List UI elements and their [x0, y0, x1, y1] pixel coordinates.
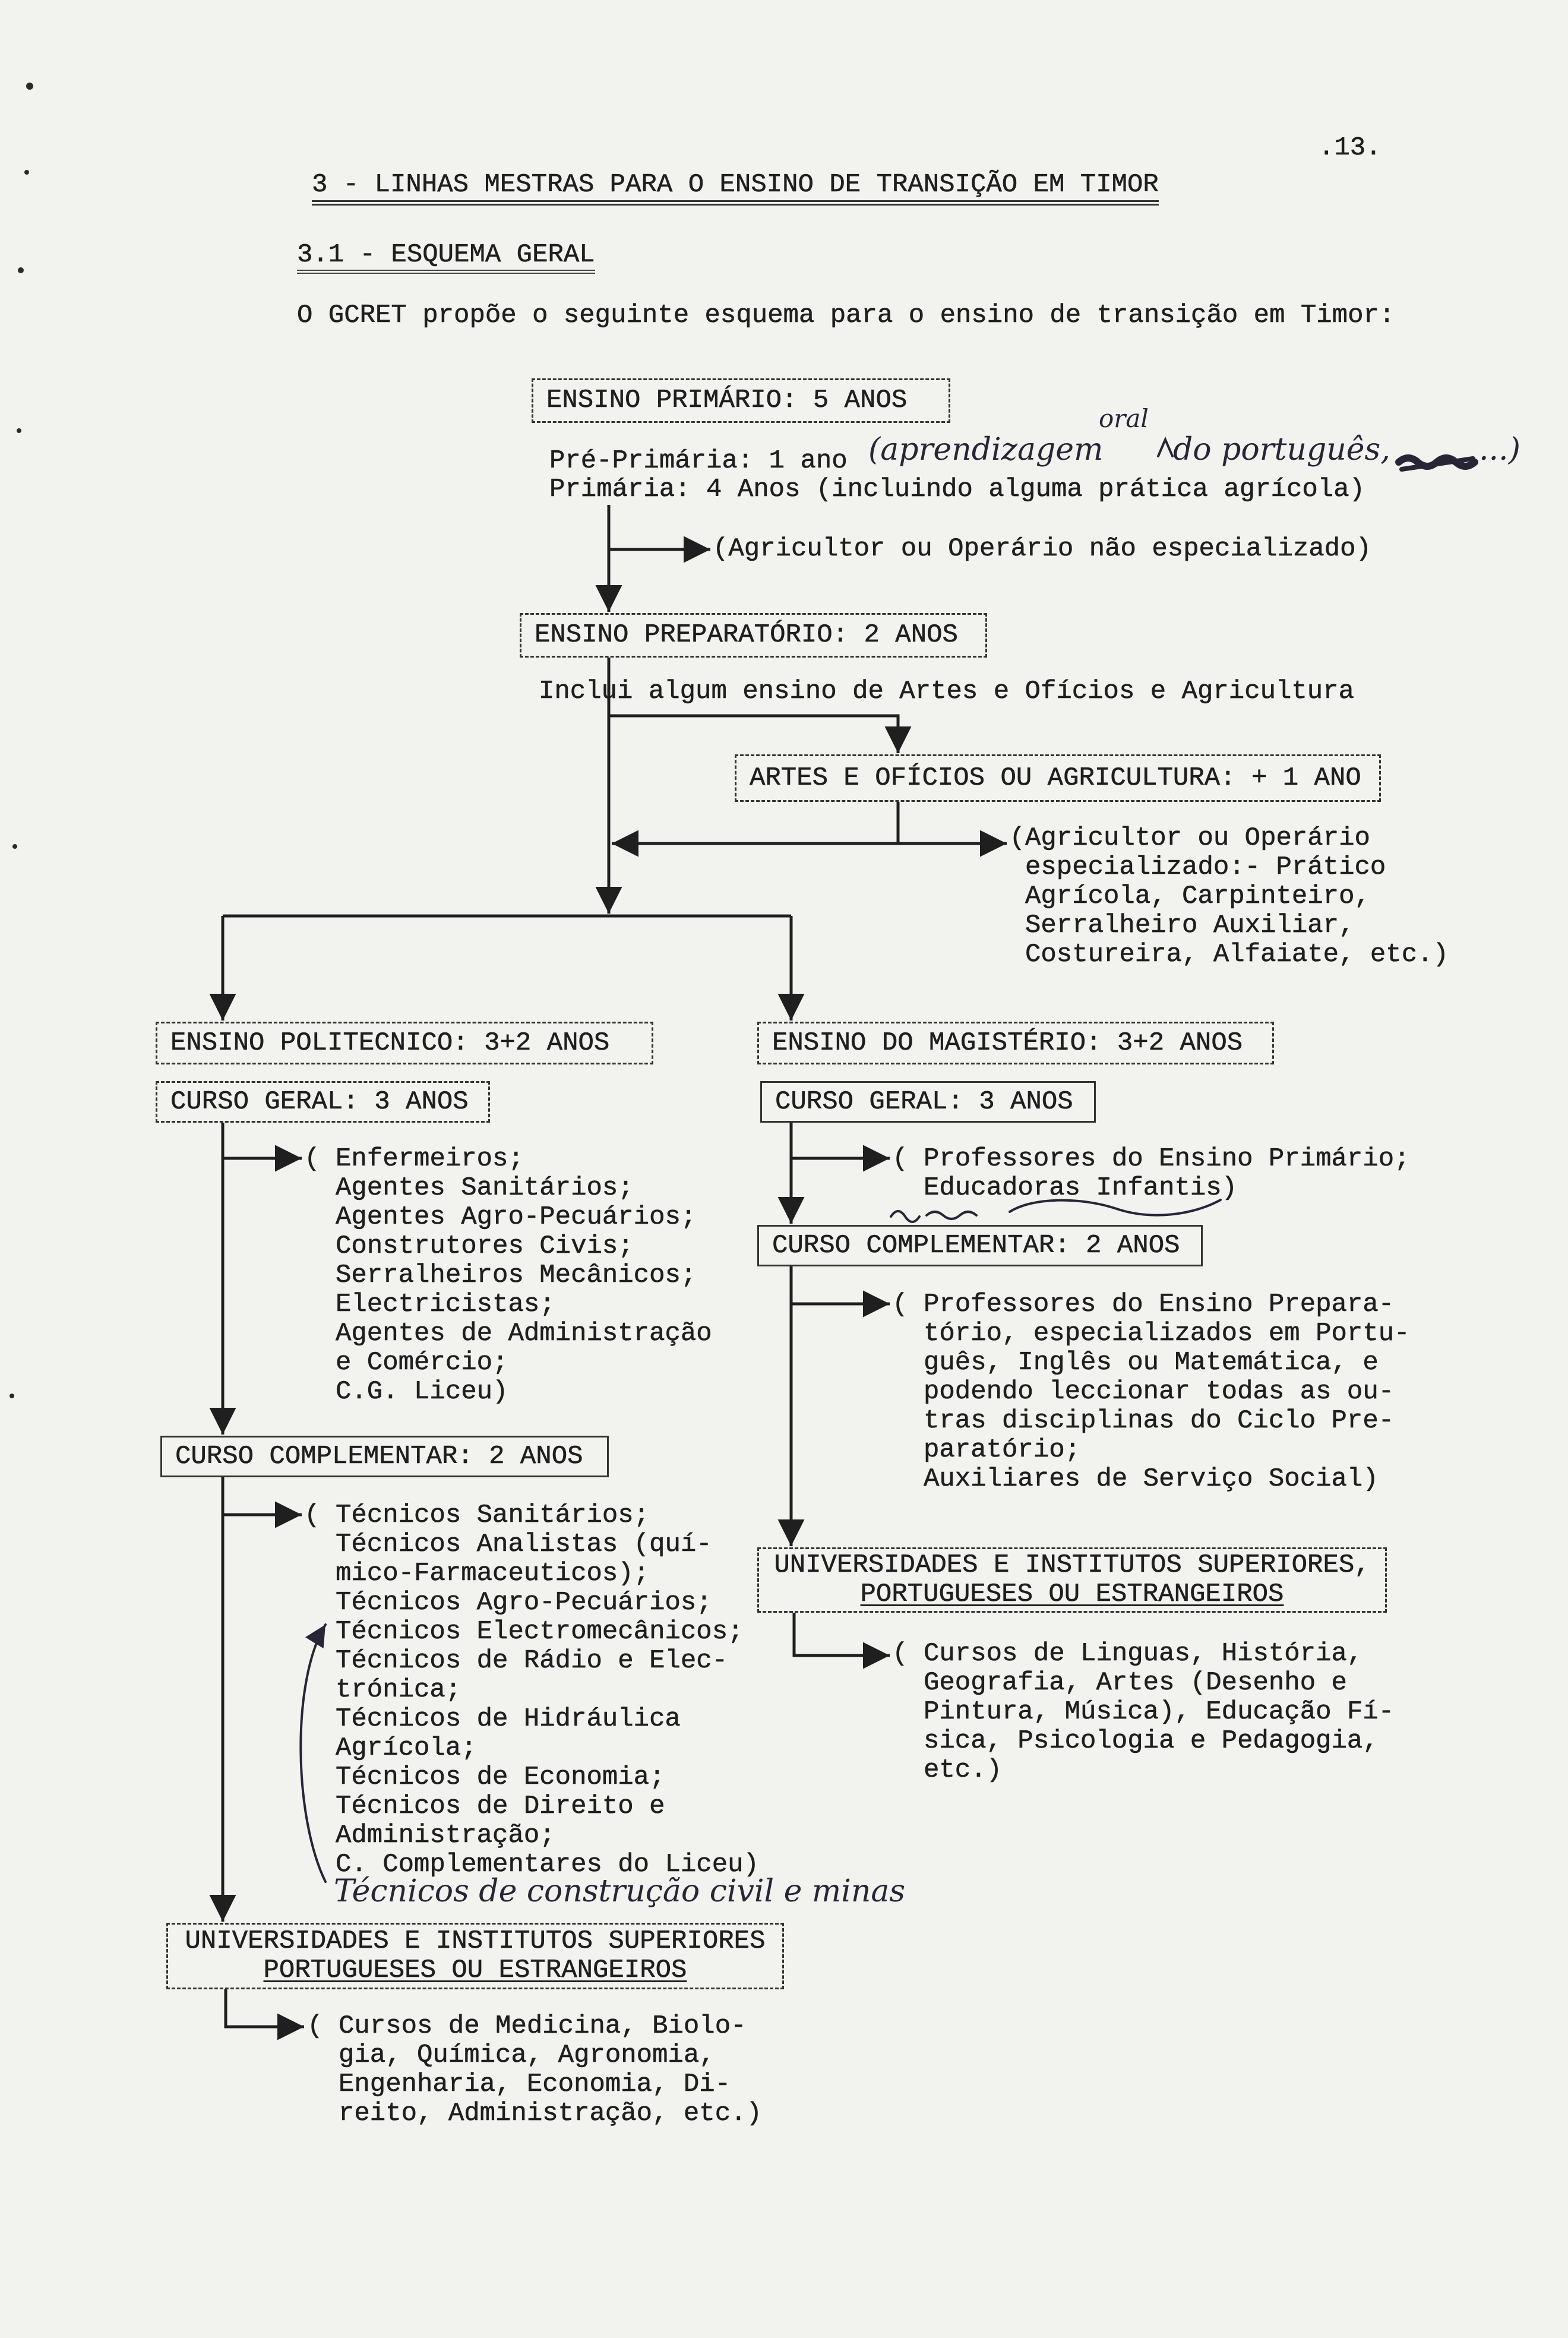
scan-speck — [24, 170, 29, 175]
list-item: Agentes Agro-Pecuários; — [336, 1202, 697, 1232]
list-item: Electricistas; — [336, 1290, 555, 1319]
handwritten-note-insert: oral — [1099, 404, 1149, 433]
handwritten-underline-scribble — [891, 1200, 1221, 1222]
box-ensino-preparatorio: ENSINO PREPARATÓRIO: 2 ANOS — [520, 613, 987, 658]
primaria-line: Primária: 4 Anos (incluindo alguma prática agrícola) — [549, 475, 1365, 504]
handwritten-addition: Técnicos de construção civil e minas — [334, 1873, 906, 1909]
list-item: etc.) — [924, 1755, 1003, 1785]
box-line: PORTUGUESES OU ESTRANGEIROS — [263, 1955, 687, 1985]
list-item: gia, Química, Agronomia, — [339, 2040, 715, 2070]
box-mag-curso-complementar: CURSO COMPLEMENTAR: 2 ANOS — [757, 1225, 1203, 1266]
list-item: tório, especializados em Portu- — [924, 1319, 1410, 1348]
handwritten-caret — [1158, 440, 1172, 456]
list-item: sica, Psicologia e Pedagogia, — [924, 1726, 1379, 1756]
arrow-poly-uni-exit — [226, 1989, 304, 2027]
list-item: trónica; — [336, 1675, 461, 1705]
list-item: ( Cursos de Medicina, Biolo- — [307, 2011, 747, 2041]
page-number: .13. — [1319, 133, 1382, 163]
list-item: Técnicos de Economia; — [336, 1762, 665, 1792]
list-item: paratório; — [924, 1435, 1081, 1465]
poly-complementar-exit-list — [304, 1500, 759, 1879]
list-item: tras disciplinas do Ciclo Pre- — [924, 1406, 1395, 1436]
mag-universidades-exit-list — [892, 1639, 1395, 1785]
box-artes-oficios: ARTES E OFÍCIOS OU AGRICULTURA: + 1 ANO — [735, 754, 1381, 802]
section-title: 3 - LINHAS MESTRAS PARA O ENSINO DE TRANSIÇÃO EM TIMOR — [312, 170, 1159, 206]
box-mag-curso-geral: CURSO GERAL: 3 ANOS — [760, 1081, 1096, 1123]
list-item: Serralheiro Auxiliar, — [1025, 911, 1355, 940]
list-item: Técnicos Electromecânicos; — [336, 1617, 744, 1647]
box-ensino-primario: ENSINO PRIMÁRIO: 5 ANOS — [532, 378, 950, 423]
list-item: Técnicos Agro-Pecuários; — [336, 1588, 712, 1617]
box-line: PORTUGUESES OU ESTRANGEIROS — [860, 1579, 1284, 1609]
box-poly-universidades — [166, 1923, 784, 1989]
box-line: UNIVERSIDADES E INSTITUTOS SUPERIORES, — [774, 1550, 1370, 1580]
handwritten-bracket — [301, 1625, 325, 1882]
subsection-title: 3.1 - ESQUEMA GERAL — [297, 241, 595, 274]
poly-geral-exit-list — [304, 1144, 712, 1407]
scan-speck — [18, 267, 24, 273]
list-item: Agentes de Administração — [336, 1319, 712, 1348]
scan-speck — [17, 428, 21, 433]
preparatorio-note: Inclui algum ensino de Artes e Ofícios e Agricultura — [539, 677, 1355, 706]
list-item: Técnicos Analistas (quí- — [336, 1530, 712, 1559]
intro-paragraph: O GCRET propõe o seguinte esquema para o ensino de transição em Timor: — [297, 301, 1395, 330]
box-poly-curso-complementar: CURSO COMPLEMENTAR: 2 ANOS — [160, 1436, 609, 1477]
arrow-artes-return — [612, 802, 898, 843]
list-item: Técnicos de Hidráulica — [336, 1704, 681, 1734]
list-item: C. Complementares do Liceu) — [336, 1850, 759, 1879]
list-item: Serralheiros Mecânicos; — [336, 1260, 697, 1290]
list-item: especializado:- Prático — [1025, 852, 1386, 882]
list-item: mico-Farmaceuticos); — [336, 1559, 650, 1588]
list-item: (Agricultor ou Operário — [1009, 823, 1370, 853]
list-item: Pintura, Música), Educação Fí- — [924, 1697, 1395, 1727]
list-item: Engenharia, Economia, Di- — [339, 2070, 731, 2099]
list-item: C.G. Liceu) — [336, 1377, 508, 1407]
box-poly-curso-geral: CURSO GERAL: 3 ANOS — [156, 1081, 490, 1123]
list-item: ( Cursos de Linguas, História, — [892, 1639, 1363, 1669]
box-line: UNIVERSIDADES E INSTITUTOS SUPERIORES — [185, 1926, 766, 1956]
list-item: Agentes Sanitários; — [336, 1173, 634, 1203]
list-item: Agrícola, Carpinteiro, — [1025, 882, 1370, 911]
list-item: reito, Administração, etc.) — [339, 2099, 762, 2128]
mag-complementar-exit-list — [892, 1290, 1410, 1494]
mag-geral-exit-list — [892, 1144, 1410, 1203]
scan-speck — [26, 83, 33, 90]
scan-speck — [12, 844, 17, 849]
list-item: ( Técnicos Sanitários; — [304, 1500, 650, 1530]
list-item: Educadoras Infantis) — [924, 1173, 1238, 1203]
list-item: Auxiliares de Serviço Social) — [924, 1464, 1379, 1494]
box-mag-universidades — [757, 1547, 1387, 1613]
list-item: Agrícola; — [336, 1733, 477, 1763]
list-item: Costureira, Alfaiate, etc.) — [1025, 940, 1449, 969]
list-item: Geografia, Artes (Desenho e — [924, 1668, 1347, 1698]
list-item: Técnicos de Direito e — [336, 1792, 665, 1821]
list-item: ( Enfermeiros; — [304, 1144, 524, 1174]
handwritten-note-close: ...) — [1479, 432, 1520, 467]
list-item: Administração; — [336, 1821, 555, 1850]
preparatorio-exit-list — [1009, 823, 1449, 969]
box-ensino-politecnico: ENSINO POLITECNICO: 3+2 ANOS — [156, 1022, 653, 1064]
scan-speck — [10, 1394, 14, 1398]
list-item: Técnicos de Rádio e Elec- — [336, 1646, 728, 1676]
pre-primaria-line: Pré-Primária: 1 ano — [549, 446, 848, 476]
list-item: e Comércio; — [336, 1348, 508, 1377]
list-item: ( Professores do Ensino Primário; — [892, 1144, 1410, 1174]
handwritten-note-rest: do português, — [1173, 432, 1390, 467]
list-item: podendo leccionar todas as ou- — [924, 1377, 1395, 1407]
arrow-mag-uni-exit — [794, 1613, 890, 1655]
primario-exit-text: (Agricultor ou Operário não especializado) — [713, 534, 1371, 564]
list-item: ( Professores do Ensino Prepara- — [892, 1290, 1395, 1319]
list-item: Construtores Civis; — [336, 1231, 634, 1261]
poly-universidades-exit-list — [307, 2011, 762, 2128]
handwritten-note-open: (aprendizagem — [868, 432, 1104, 467]
arrow-preparatorio-to-artes — [609, 716, 898, 753]
box-ensino-magisterio: ENSINO DO MAGISTÉRIO: 3+2 ANOS — [757, 1022, 1274, 1064]
list-item: guês, Inglês ou Matemática, e — [924, 1348, 1379, 1377]
